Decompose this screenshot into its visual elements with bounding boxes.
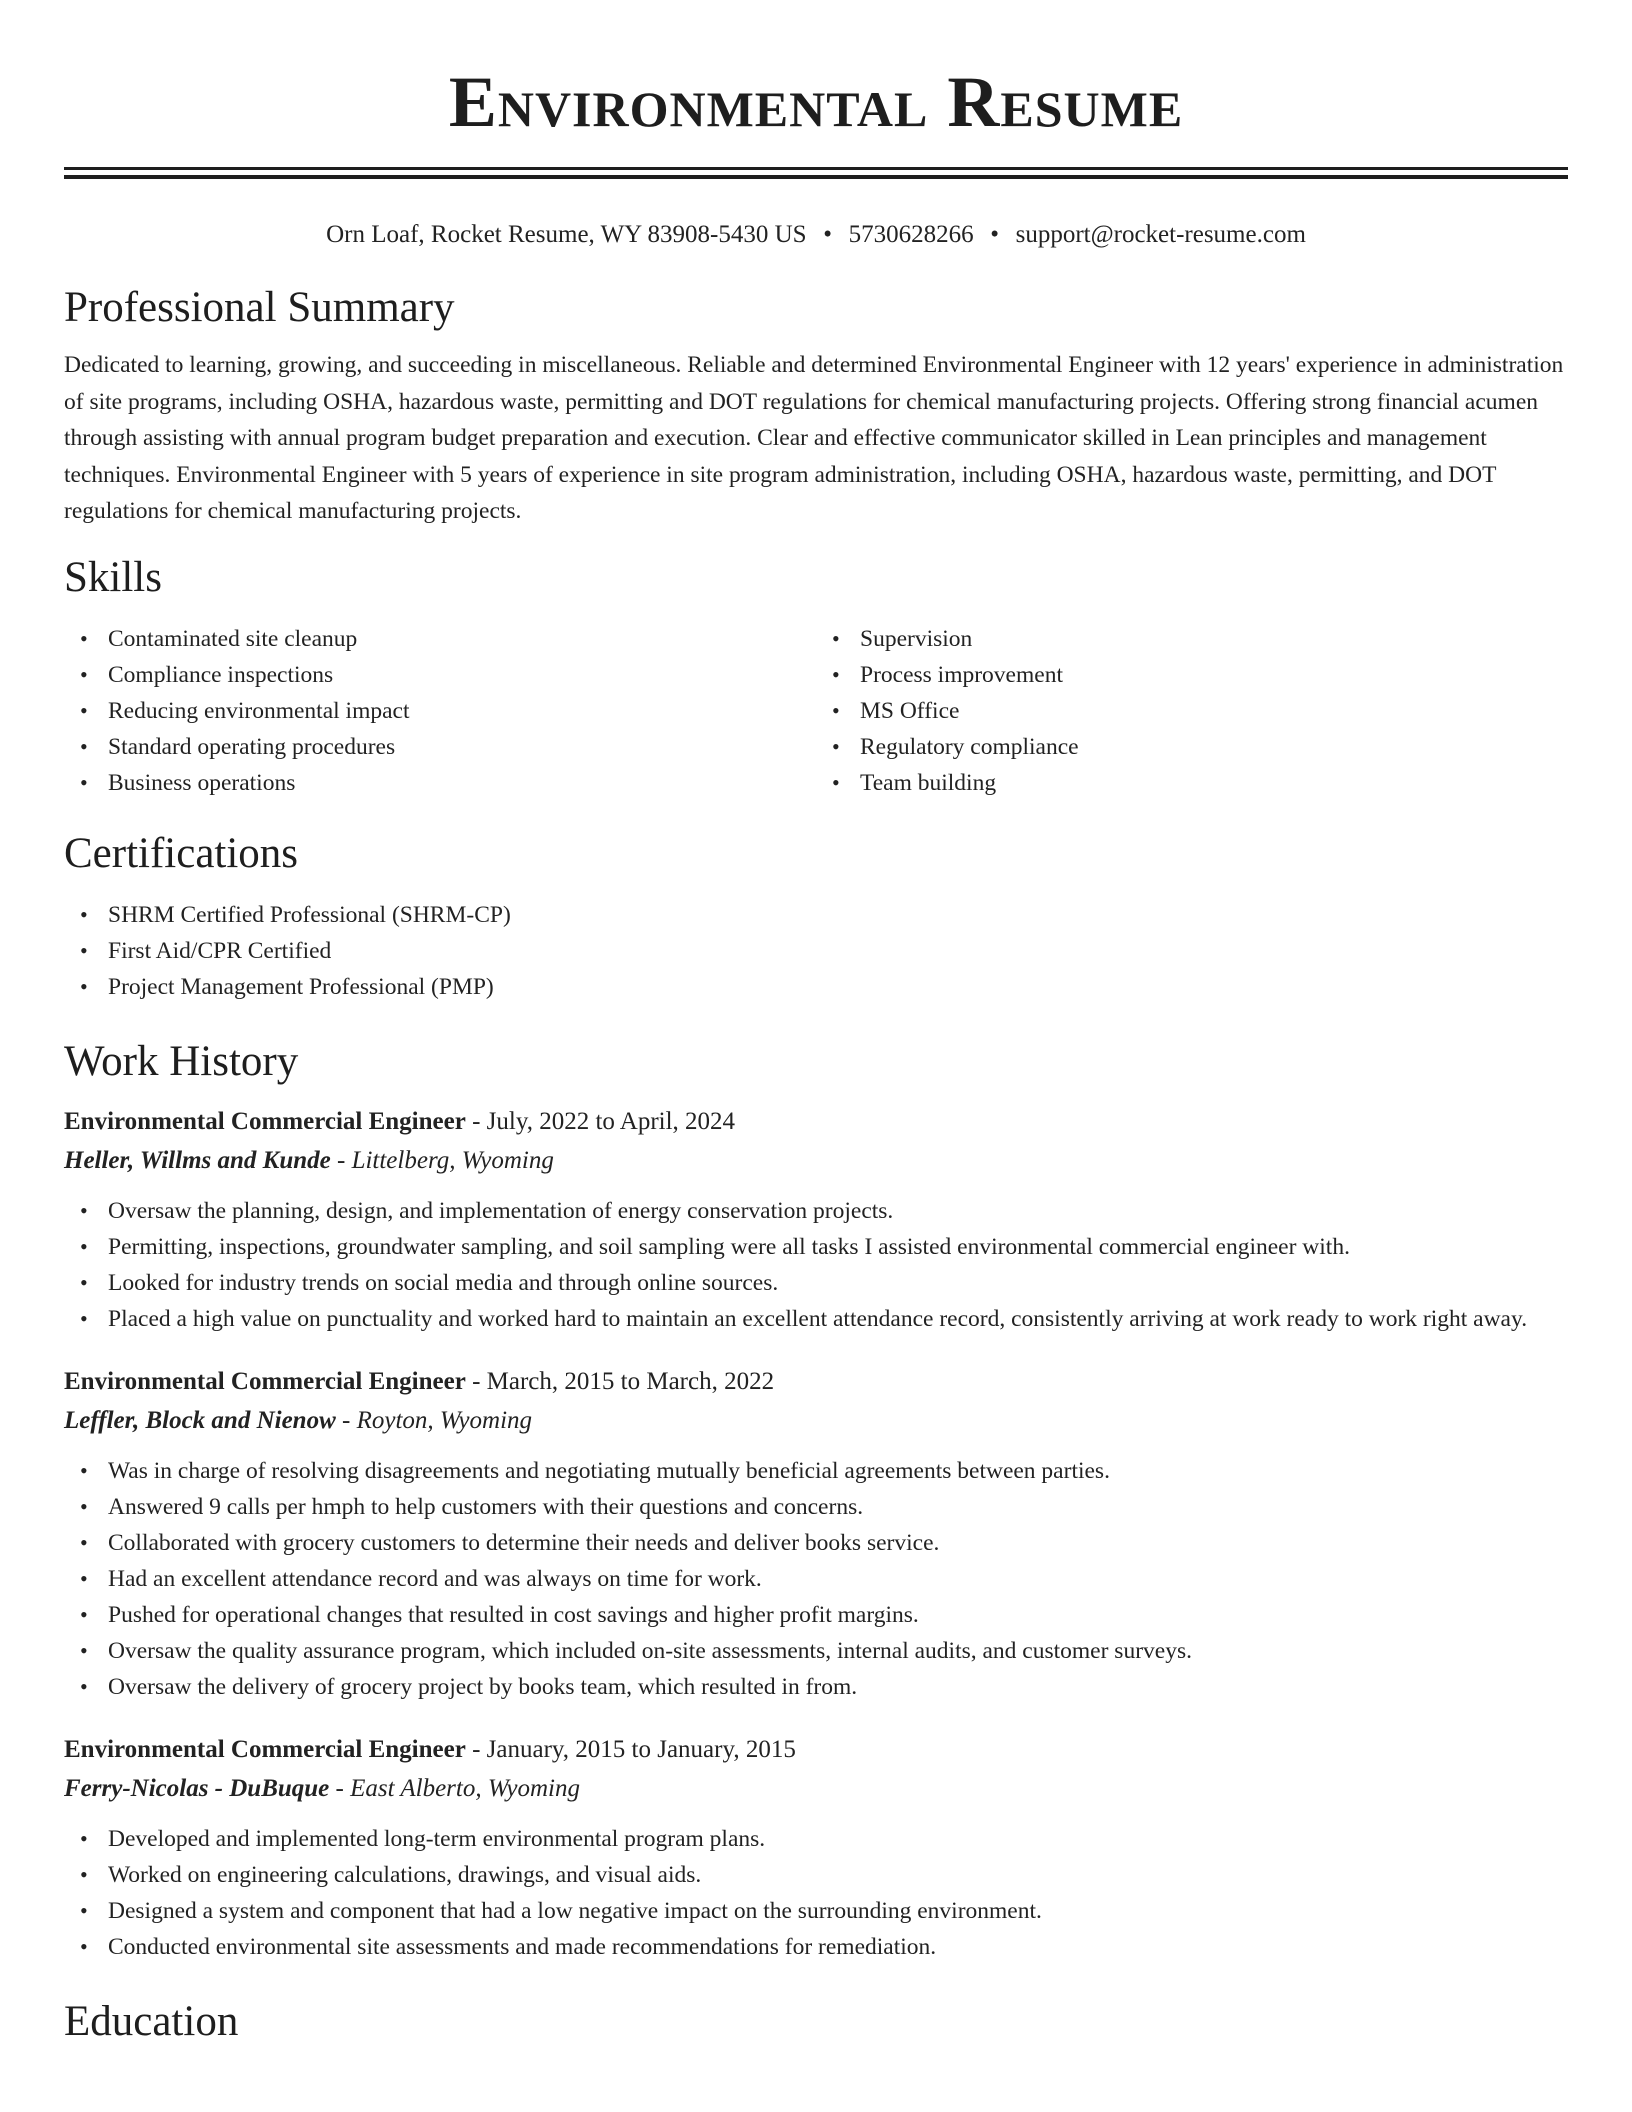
job-duty — [64, 1265, 1568, 1301]
bullet-icon: • — [80, 1637, 88, 1663]
skill-label: Business operations — [108, 769, 296, 796]
bullet-icon: • — [832, 625, 840, 651]
skill-item — [64, 729, 816, 765]
skill-item — [816, 693, 1568, 729]
resume-title: Environmental Resume — [448, 62, 1184, 142]
job-dates: January, 2015 to January, 2015 — [486, 1735, 796, 1763]
job-header: Environmental Commercial Engineer - March, 2015 to March, 2022 — [64, 1367, 775, 1395]
job-duty-text: Developed and implemented long-term environmental program plans. — [108, 1825, 766, 1852]
skill-label: Process improvement — [860, 661, 1063, 688]
skill-label: Team building — [860, 769, 997, 796]
job-duty — [64, 1229, 1568, 1265]
section-heading-work-history: Work History — [64, 1037, 299, 1085]
job-header: Environmental Commercial Engineer - July, 2022 to April, 2024 — [64, 1107, 736, 1135]
job-duty-text: Conducted environmental site assessments and made recommendations for remediation. — [108, 1933, 937, 1960]
job-duty — [64, 1597, 1568, 1633]
skill-label: Compliance inspections — [108, 661, 334, 688]
bullet-icon: • — [80, 901, 88, 927]
skill-item — [64, 657, 816, 693]
skill-label: Contaminated site cleanup — [108, 625, 358, 652]
contact-separator: • — [823, 221, 832, 248]
job-employer: Heller, Willms and Kunde - Littelberg, Wyoming — [64, 1146, 554, 1174]
skill-item — [64, 765, 816, 801]
job-duty — [64, 1301, 1568, 1337]
job-duty-text: Permitting, inspections, groundwater sampling, and soil sampling were all tasks I assisted environmental commercial engineer with. — [108, 1233, 1350, 1260]
job-duty — [64, 1193, 1568, 1229]
skill-label: MS Office — [860, 697, 960, 724]
job-dates: July, 2022 to April, 2024 — [486, 1107, 736, 1135]
job-location: Royton, Wyoming — [356, 1406, 533, 1434]
contact-email: support@rocket-resume.com — [1015, 221, 1306, 248]
job-duty-text: Answered 9 calls per hmph to help customers with their questions and concerns. — [108, 1493, 864, 1520]
skills-list — [64, 621, 1568, 801]
skill-item — [816, 657, 1568, 693]
bullet-icon: • — [80, 1897, 88, 1923]
job-duty-text: Oversaw the delivery of grocery project by books team, which resulted in from. — [108, 1673, 858, 1700]
job-dates: March, 2015 to March, 2022 — [486, 1367, 775, 1395]
skill-item — [816, 729, 1568, 765]
job-duty — [64, 1633, 1568, 1669]
contact-line — [64, 218, 1568, 252]
bullet-icon: • — [80, 661, 88, 687]
bullet-icon: • — [80, 973, 88, 999]
skills-column-left — [64, 621, 816, 801]
bullet-icon: • — [80, 625, 88, 651]
job-title: Environmental Commercial Engineer — [64, 1107, 466, 1135]
job-duty — [64, 1929, 1568, 1965]
job-duty — [64, 1453, 1568, 1489]
bullet-icon: • — [80, 769, 88, 795]
certification-item — [64, 969, 1568, 1005]
bullet-icon: • — [80, 1861, 88, 1887]
skill-label: Standard operating procedures — [108, 733, 396, 760]
title-divider — [64, 167, 1568, 179]
section-heading-education: Education — [64, 1997, 239, 2045]
contact-phone: 5730628266 — [848, 221, 974, 248]
skill-item — [64, 621, 816, 657]
certification-label: First Aid/CPR Certified — [108, 937, 332, 964]
bullet-icon: • — [80, 1601, 88, 1627]
bullet-icon: • — [832, 733, 840, 759]
job-title: Environmental Commercial Engineer — [64, 1367, 466, 1395]
section-heading-summary: Professional Summary — [64, 284, 455, 331]
contact-separator: • — [990, 221, 999, 248]
skill-item — [816, 621, 1568, 657]
job-duty — [64, 1857, 1568, 1893]
bullet-icon: • — [80, 1673, 88, 1699]
section-heading-certifications: Certifications — [64, 829, 299, 877]
job-location: East Alberto, Wyoming — [350, 1774, 580, 1802]
bullet-icon: • — [80, 1529, 88, 1555]
job-entry — [64, 1363, 1568, 1705]
certification-label: SHRM Certified Professional (SHRM-CP) — [108, 901, 511, 928]
job-duty — [64, 1893, 1568, 1929]
skills-column-right — [816, 621, 1568, 801]
job-employer: Leffler, Block and Nienow - Royton, Wyoming — [64, 1406, 533, 1434]
bullet-icon: • — [80, 1305, 88, 1331]
job-duty-text: Collaborated with grocery customers to determine their needs and deliver books service. — [108, 1529, 940, 1556]
resume-page — [64, 0, 1568, 2049]
job-entry — [64, 1731, 1568, 1965]
skill-label: Supervision — [860, 625, 973, 652]
bullet-icon: • — [80, 1565, 88, 1591]
job-employer: Ferry-Nicolas - DuBuque - East Alberto, Wyoming — [64, 1774, 580, 1802]
job-duty-text: Worked on engineering calculations, drawings, and visual aids. — [108, 1861, 702, 1888]
company-name: Ferry-Nicolas - DuBuque — [64, 1774, 330, 1802]
job-duties-list — [64, 1453, 1568, 1705]
certification-item — [64, 897, 1568, 933]
bullet-icon: • — [80, 937, 88, 963]
job-duty-text: Looked for industry trends on social media and through online sources. — [108, 1269, 779, 1296]
job-duty-text: Designed a system and component that had a low negative impact on the surrounding environment. — [108, 1897, 1042, 1924]
bullet-icon: • — [80, 733, 88, 759]
contact-address: Orn Loaf, Rocket Resume, WY 83908-5430 US — [326, 221, 807, 248]
bullet-icon: • — [80, 1825, 88, 1851]
bullet-icon: • — [80, 1493, 88, 1519]
job-duty — [64, 1525, 1568, 1561]
job-duty — [64, 1821, 1568, 1857]
certification-label: Project Management Professional (PMP) — [108, 973, 494, 1000]
bullet-icon: • — [80, 697, 88, 723]
job-duty-text: Oversaw the quality assurance program, which included on-site assessments, internal audits, and customer surveys. — [108, 1637, 1192, 1664]
bullet-icon: • — [80, 1457, 88, 1483]
job-duties-list — [64, 1193, 1568, 1337]
skill-item — [64, 693, 816, 729]
job-duty — [64, 1561, 1568, 1597]
job-duties-list — [64, 1821, 1568, 1965]
job-duty — [64, 1489, 1568, 1525]
bullet-icon: • — [832, 697, 840, 723]
job-duty-text: Had an excellent attendance record and was always on time for work. — [108, 1565, 762, 1592]
section-heading-skills: Skills — [64, 553, 162, 601]
job-duty-text: Oversaw the planning, design, and implementation of energy conservation projects. — [108, 1197, 894, 1224]
company-name: Heller, Willms and Kunde — [64, 1146, 331, 1174]
bullet-icon: • — [80, 1933, 88, 1959]
skill-label: Reducing environmental impact — [108, 697, 410, 724]
job-duty-text: Pushed for operational changes that resulted in cost savings and higher profit margins. — [108, 1601, 919, 1628]
bullet-icon: • — [832, 769, 840, 795]
skill-item — [816, 765, 1568, 801]
job-title: Environmental Commercial Engineer — [64, 1735, 466, 1763]
job-location: Littelberg, Wyoming — [351, 1146, 554, 1174]
skill-label: Regulatory compliance — [860, 733, 1079, 760]
job-duty — [64, 1669, 1568, 1705]
bullet-icon: • — [80, 1269, 88, 1295]
company-name: Leffler, Block and Nienow — [64, 1406, 336, 1434]
certification-item — [64, 933, 1568, 969]
summary-text: Dedicated to learning, growing, and succeeding in miscellaneous. Reliable and determined Environmental Engineer with 12 years' experience in administration of site programs, including OSHA, hazardous waste, permitting and DOT regulations for chemical manufacturing projects. Offering strong financial acumen through assisting with annual program budget preparation and execution. Clear and effective communicator skilled in Lean principles and management techniques. Environmental Engineer with 5 years of experience in site program administration, including OSHA, hazardous waste, permitting, and DOT regulations for chemical manufacturing projects. — [64, 352, 1564, 524]
certifications-list — [64, 897, 1568, 1005]
job-duty-text: Was in charge of resolving disagreements and negotiating mutually beneficial agreements between parties. — [108, 1457, 1110, 1484]
job-header: Environmental Commercial Engineer - January, 2015 to January, 2015 — [64, 1735, 796, 1763]
bullet-icon: • — [80, 1197, 88, 1223]
bullet-icon: • — [80, 1233, 88, 1259]
job-duty-text: Placed a high value on punctuality and worked hard to maintain an excellent attendance record, consistently arriving at work ready to work right away. — [108, 1305, 1528, 1332]
bullet-icon: • — [832, 661, 840, 687]
job-entry — [64, 1103, 1568, 1337]
